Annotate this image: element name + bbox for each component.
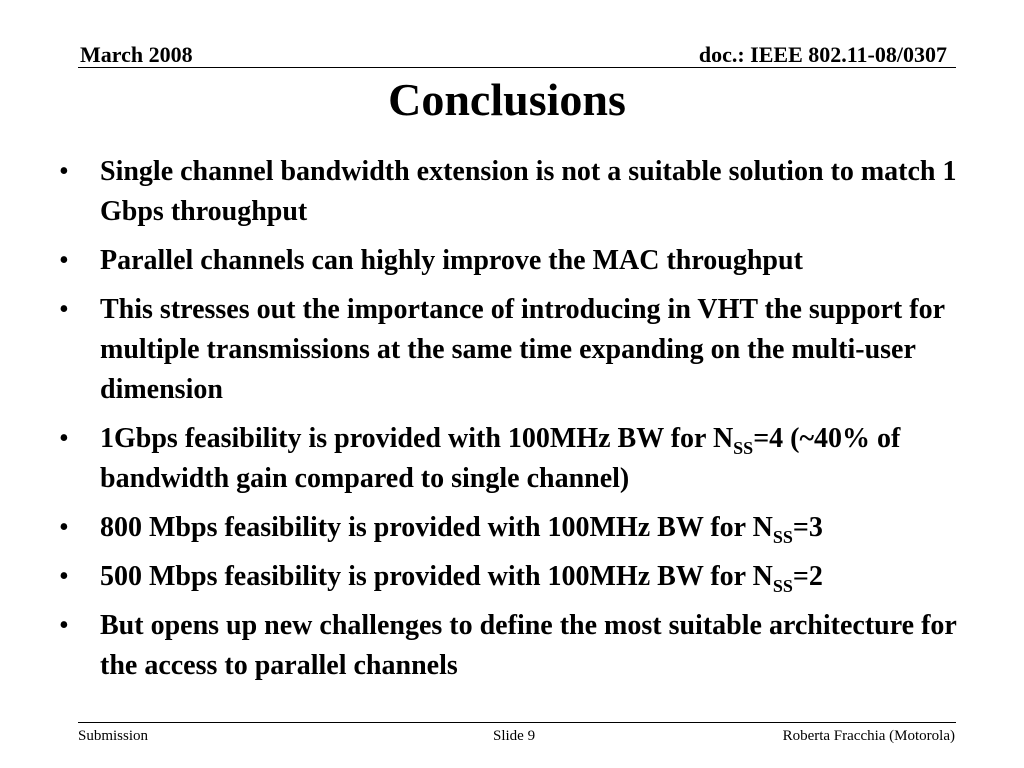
- bullet-text: This stresses out the importance of introducing in VHT the support for multiple transmissions at the same time expanding on the multi-user dimension: [100, 294, 945, 405]
- bullet-dot-icon: •: [59, 512, 69, 543]
- bullet-dot-icon: •: [59, 245, 69, 276]
- bullet-text-pre: 1Gbps feasibility is provided with 100MHz BW for N: [100, 423, 734, 454]
- bullet-item-4: [59, 419, 999, 499]
- header-date: March 2008: [80, 42, 193, 67]
- footer-rule: [78, 722, 956, 723]
- bullet-item-5: [59, 508, 999, 548]
- bullet-text-post: =4 (~40% of bandwidth gain compared to single channel): [100, 423, 901, 494]
- slide-title: Conclusions: [388, 74, 626, 125]
- bullet-dot-icon: •: [59, 294, 69, 325]
- bullet-item-6: [59, 557, 999, 597]
- bullet-list: [59, 152, 999, 695]
- header-rule: [78, 67, 956, 68]
- bullet-dot-icon: •: [59, 561, 69, 592]
- bullet-text: But opens up new challenges to define the most suitable architecture for the access to parallel channels: [100, 610, 957, 681]
- bullet-text: Parallel channels can highly improve the MAC throughput: [100, 245, 803, 276]
- subscript-ss: SS: [772, 527, 793, 547]
- bullet-dot-icon: •: [59, 610, 69, 641]
- bullet-item-3: [59, 290, 999, 410]
- footer-submission: Submission: [78, 728, 149, 744]
- footer-slide-number: Slide 9: [493, 728, 536, 744]
- bullet-dot-icon: •: [59, 423, 69, 454]
- footer-author: Roberta Fracchia (Motorola): [782, 728, 955, 744]
- bullet-text: Single channel bandwidth extension is not a suitable solution to match 1 Gbps throughput: [100, 156, 957, 227]
- bullet-text-post: =2: [792, 561, 823, 592]
- bullet-dot-icon: •: [59, 156, 69, 187]
- subscript-ss: SS: [733, 438, 754, 458]
- header-doc-id: doc.: IEEE 802.11-08/0307: [698, 42, 947, 67]
- bullet-item-1: [59, 152, 999, 232]
- bullet-item-2: [59, 241, 999, 281]
- bullet-item-7: [59, 606, 999, 686]
- bullet-text-post: =3: [792, 512, 823, 543]
- bullet-text-pre: 800 Mbps feasibility is provided with 100MHz BW for N: [100, 512, 773, 543]
- bullet-text-pre: 500 Mbps feasibility is provided with 100MHz BW for N: [100, 561, 773, 592]
- subscript-ss: SS: [772, 576, 793, 596]
